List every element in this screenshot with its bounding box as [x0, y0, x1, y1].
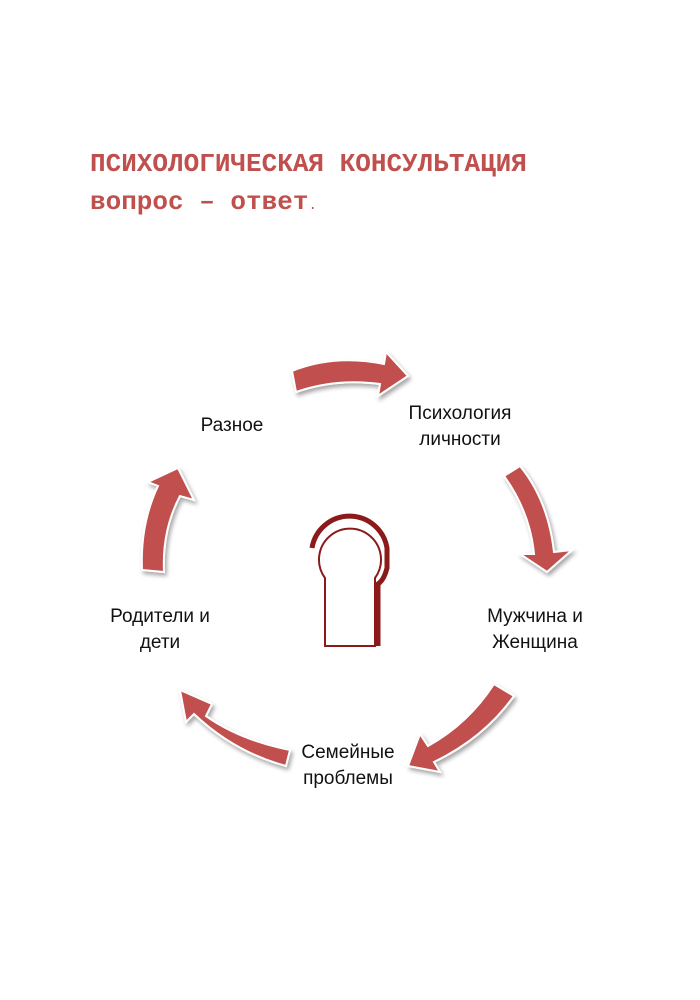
cycle-arrow-bottom-left — [180, 690, 290, 766]
cycle-arrow-right — [504, 466, 572, 572]
node-label-line2: Женщина — [492, 632, 578, 653]
keyhole-outline — [319, 529, 381, 646]
cycle-arrow-top — [292, 352, 408, 396]
node-label-line2: личности — [419, 429, 501, 450]
page-title: ПСИХОЛОГИЧЕСКАЯ КОНСУЛЬТАЦИЯ — [90, 149, 527, 179]
node-label-line1: Разное — [200, 415, 264, 436]
node-label-line1: Родители и — [110, 606, 210, 627]
subtitle-dot: . — [308, 198, 317, 214]
node-label-line1: Психология — [408, 403, 512, 424]
node-man-and-woman — [470, 604, 600, 656]
node-parents-and-children — [96, 604, 224, 656]
cycle-arrow-left — [142, 468, 194, 572]
keyhole-icon — [312, 516, 387, 646]
node-label-line2: проблемы — [303, 768, 393, 789]
node-family-problems — [280, 740, 416, 792]
node-label-line1: Семейные — [301, 742, 395, 763]
node-psychology-of-personality — [398, 401, 522, 453]
node-label-line2: дети — [139, 632, 181, 653]
node-label-line1: Мужчина и — [487, 606, 583, 627]
node-raznoe — [182, 413, 282, 439]
subtitle-text: вопрос – ответ — [90, 187, 309, 217]
cycle-arrow-bottom-right — [408, 684, 514, 772]
